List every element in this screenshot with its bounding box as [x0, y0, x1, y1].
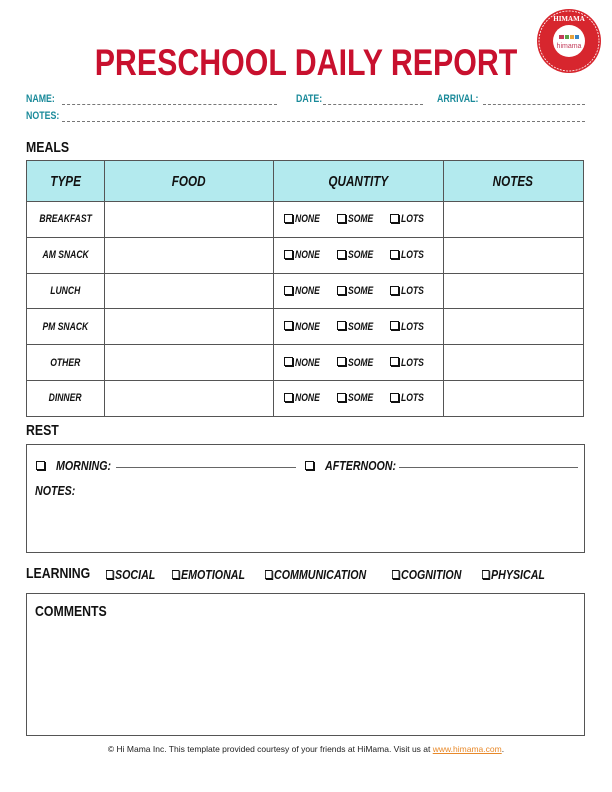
learning-option-physical[interactable]: PHYSICAL — [482, 567, 545, 582]
meal-food-cell[interactable] — [104, 202, 273, 238]
meal-type-cell: DINNER — [27, 380, 105, 416]
quantity-option-lots[interactable]: LOTS — [390, 321, 443, 333]
quantity-option-lots[interactable]: LOTS — [390, 392, 443, 404]
meal-food-cell[interactable] — [104, 309, 273, 345]
quantity-option-none[interactable]: NONE — [284, 249, 337, 261]
rest-notes-label: NOTES: — [35, 483, 76, 498]
quantity-option-lots[interactable]: LOTS — [390, 213, 443, 225]
checkbox-icon[interactable] — [337, 286, 346, 295]
meal-quantity-cell — [273, 202, 443, 238]
quantity-option-lots[interactable]: LOTS — [390, 357, 443, 369]
afternoon-label: AFTERNOON: — [324, 458, 396, 473]
checkbox-icon[interactable] — [305, 461, 314, 470]
column-header-type: TYPE — [27, 161, 105, 202]
column-header-notes: NOTES — [443, 161, 583, 202]
checkbox-icon[interactable] — [390, 214, 399, 223]
meals-heading: MEALS — [26, 139, 70, 156]
meal-row — [27, 237, 584, 273]
morning-label: MORNING: — [55, 458, 111, 473]
meal-quantity-cell — [273, 345, 443, 381]
learning-row — [26, 565, 586, 585]
checkbox-icon[interactable] — [337, 357, 346, 366]
morning-input-line[interactable] — [116, 467, 296, 468]
meal-type-cell: AM SNACK — [27, 237, 105, 273]
quantity-option-lots[interactable]: LOTS — [390, 285, 443, 297]
meal-notes-cell[interactable] — [443, 202, 583, 238]
checkbox-icon[interactable] — [390, 321, 399, 330]
footer-text: © Hi Mama Inc. This template provided courtesy of your friends at HiMama. Visit us at — [107, 744, 433, 754]
meal-type-cell: LUNCH — [27, 273, 105, 309]
afternoon-input-line[interactable] — [399, 467, 578, 468]
checkbox-icon[interactable] — [390, 250, 399, 259]
meals-table — [26, 160, 584, 417]
meal-row — [27, 273, 584, 309]
date-label: DATE: — [296, 93, 323, 105]
checkbox-icon[interactable] — [482, 570, 489, 579]
checkbox-icon[interactable] — [390, 286, 399, 295]
meal-food-cell[interactable] — [104, 237, 273, 273]
checkbox-icon[interactable] — [284, 357, 293, 366]
quantity-option-some[interactable]: SOME — [337, 249, 390, 261]
checkbox-icon[interactable] — [284, 250, 293, 259]
meal-notes-cell[interactable] — [443, 309, 583, 345]
svg-text:himama: himama — [556, 43, 582, 50]
learning-heading: LEARNING — [26, 565, 91, 582]
meal-row — [27, 345, 584, 381]
meals-header-row — [27, 161, 584, 202]
name-label: NAME: — [26, 93, 55, 105]
quantity-option-none[interactable]: NONE — [284, 213, 337, 225]
meal-food-cell[interactable] — [104, 273, 273, 309]
checkbox-icon[interactable] — [390, 393, 399, 402]
checkbox-icon[interactable] — [392, 570, 399, 579]
footer: © Hi Mama Inc. This template provided courtesy of your friends at HiMama. Visit us at www.himama.com. — [107, 744, 505, 754]
learning-option-cognition[interactable]: COGNITION — [392, 567, 461, 582]
column-header-food: FOOD — [104, 161, 273, 202]
rest-box — [26, 444, 585, 553]
comments-box[interactable] — [26, 593, 585, 736]
notes-input-line[interactable] — [62, 121, 585, 122]
checkbox-icon[interactable] — [337, 214, 346, 223]
checkbox-icon[interactable] — [265, 570, 272, 579]
rest-heading: REST — [26, 422, 59, 439]
quantity-option-none[interactable]: NONE — [284, 392, 337, 404]
checkbox-icon[interactable] — [337, 321, 346, 330]
rest-afternoon-option[interactable] — [305, 458, 411, 473]
meal-quantity-cell — [273, 380, 443, 416]
quantity-option-none[interactable]: NONE — [284, 285, 337, 297]
checkbox-icon[interactable] — [337, 250, 346, 259]
quantity-option-some[interactable]: SOME — [337, 285, 390, 297]
name-input-line[interactable] — [62, 104, 277, 105]
notes-label: NOTES: — [26, 110, 60, 122]
date-input-line[interactable] — [323, 104, 423, 105]
quantity-option-none[interactable]: NONE — [284, 321, 337, 333]
arrival-label: ARRIVAL: — [437, 93, 479, 105]
checkbox-icon[interactable] — [337, 393, 346, 402]
quantity-option-some[interactable]: SOME — [337, 213, 390, 225]
meal-row — [27, 309, 584, 345]
comments-heading: COMMENTS — [35, 603, 107, 620]
meal-notes-cell[interactable] — [443, 380, 583, 416]
checkbox-icon[interactable] — [284, 393, 293, 402]
meal-quantity-cell — [273, 273, 443, 309]
svg-text:HIMAMA: HIMAMA — [553, 15, 585, 23]
checkbox-icon[interactable] — [284, 321, 293, 330]
checkbox-icon[interactable] — [106, 570, 113, 579]
meal-notes-cell[interactable] — [443, 237, 583, 273]
meal-notes-cell[interactable] — [443, 273, 583, 309]
meal-row — [27, 202, 584, 238]
learning-option-emotional[interactable]: EMOTIONAL — [172, 567, 245, 582]
learning-option-social[interactable]: SOCIAL — [106, 567, 155, 582]
quantity-option-some[interactable]: SOME — [337, 392, 390, 404]
meal-notes-cell[interactable] — [443, 345, 583, 381]
checkbox-icon[interactable] — [284, 214, 293, 223]
checkbox-icon[interactable] — [36, 461, 45, 470]
meal-type-cell: OTHER — [27, 345, 105, 381]
meal-food-cell[interactable] — [104, 345, 273, 381]
quantity-option-none[interactable]: NONE — [284, 357, 337, 369]
rest-morning-option[interactable] — [36, 458, 123, 473]
meal-quantity-cell — [273, 309, 443, 345]
meal-type-cell: BREAKFAST — [27, 202, 105, 238]
page-title: PRESCHOOL DAILY REPORT — [94, 42, 518, 83]
meal-type-cell: PM SNACK — [27, 309, 105, 345]
meal-row — [27, 380, 584, 416]
checkbox-icon[interactable] — [390, 357, 399, 366]
meal-quantity-cell — [273, 237, 443, 273]
quantity-option-some[interactable]: SOME — [337, 321, 390, 333]
checkbox-icon[interactable] — [172, 570, 179, 579]
column-header-quantity: QUANTITY — [273, 161, 443, 202]
arrival-input-line[interactable] — [483, 104, 585, 105]
himama-website-link[interactable]: www.himama.com — [432, 744, 502, 754]
quantity-option-some[interactable]: SOME — [337, 357, 390, 369]
meal-food-cell[interactable] — [104, 380, 273, 416]
learning-option-communication[interactable]: COMMUNICATION — [265, 567, 366, 582]
quantity-option-lots[interactable]: LOTS — [390, 249, 443, 261]
checkbox-icon[interactable] — [284, 286, 293, 295]
